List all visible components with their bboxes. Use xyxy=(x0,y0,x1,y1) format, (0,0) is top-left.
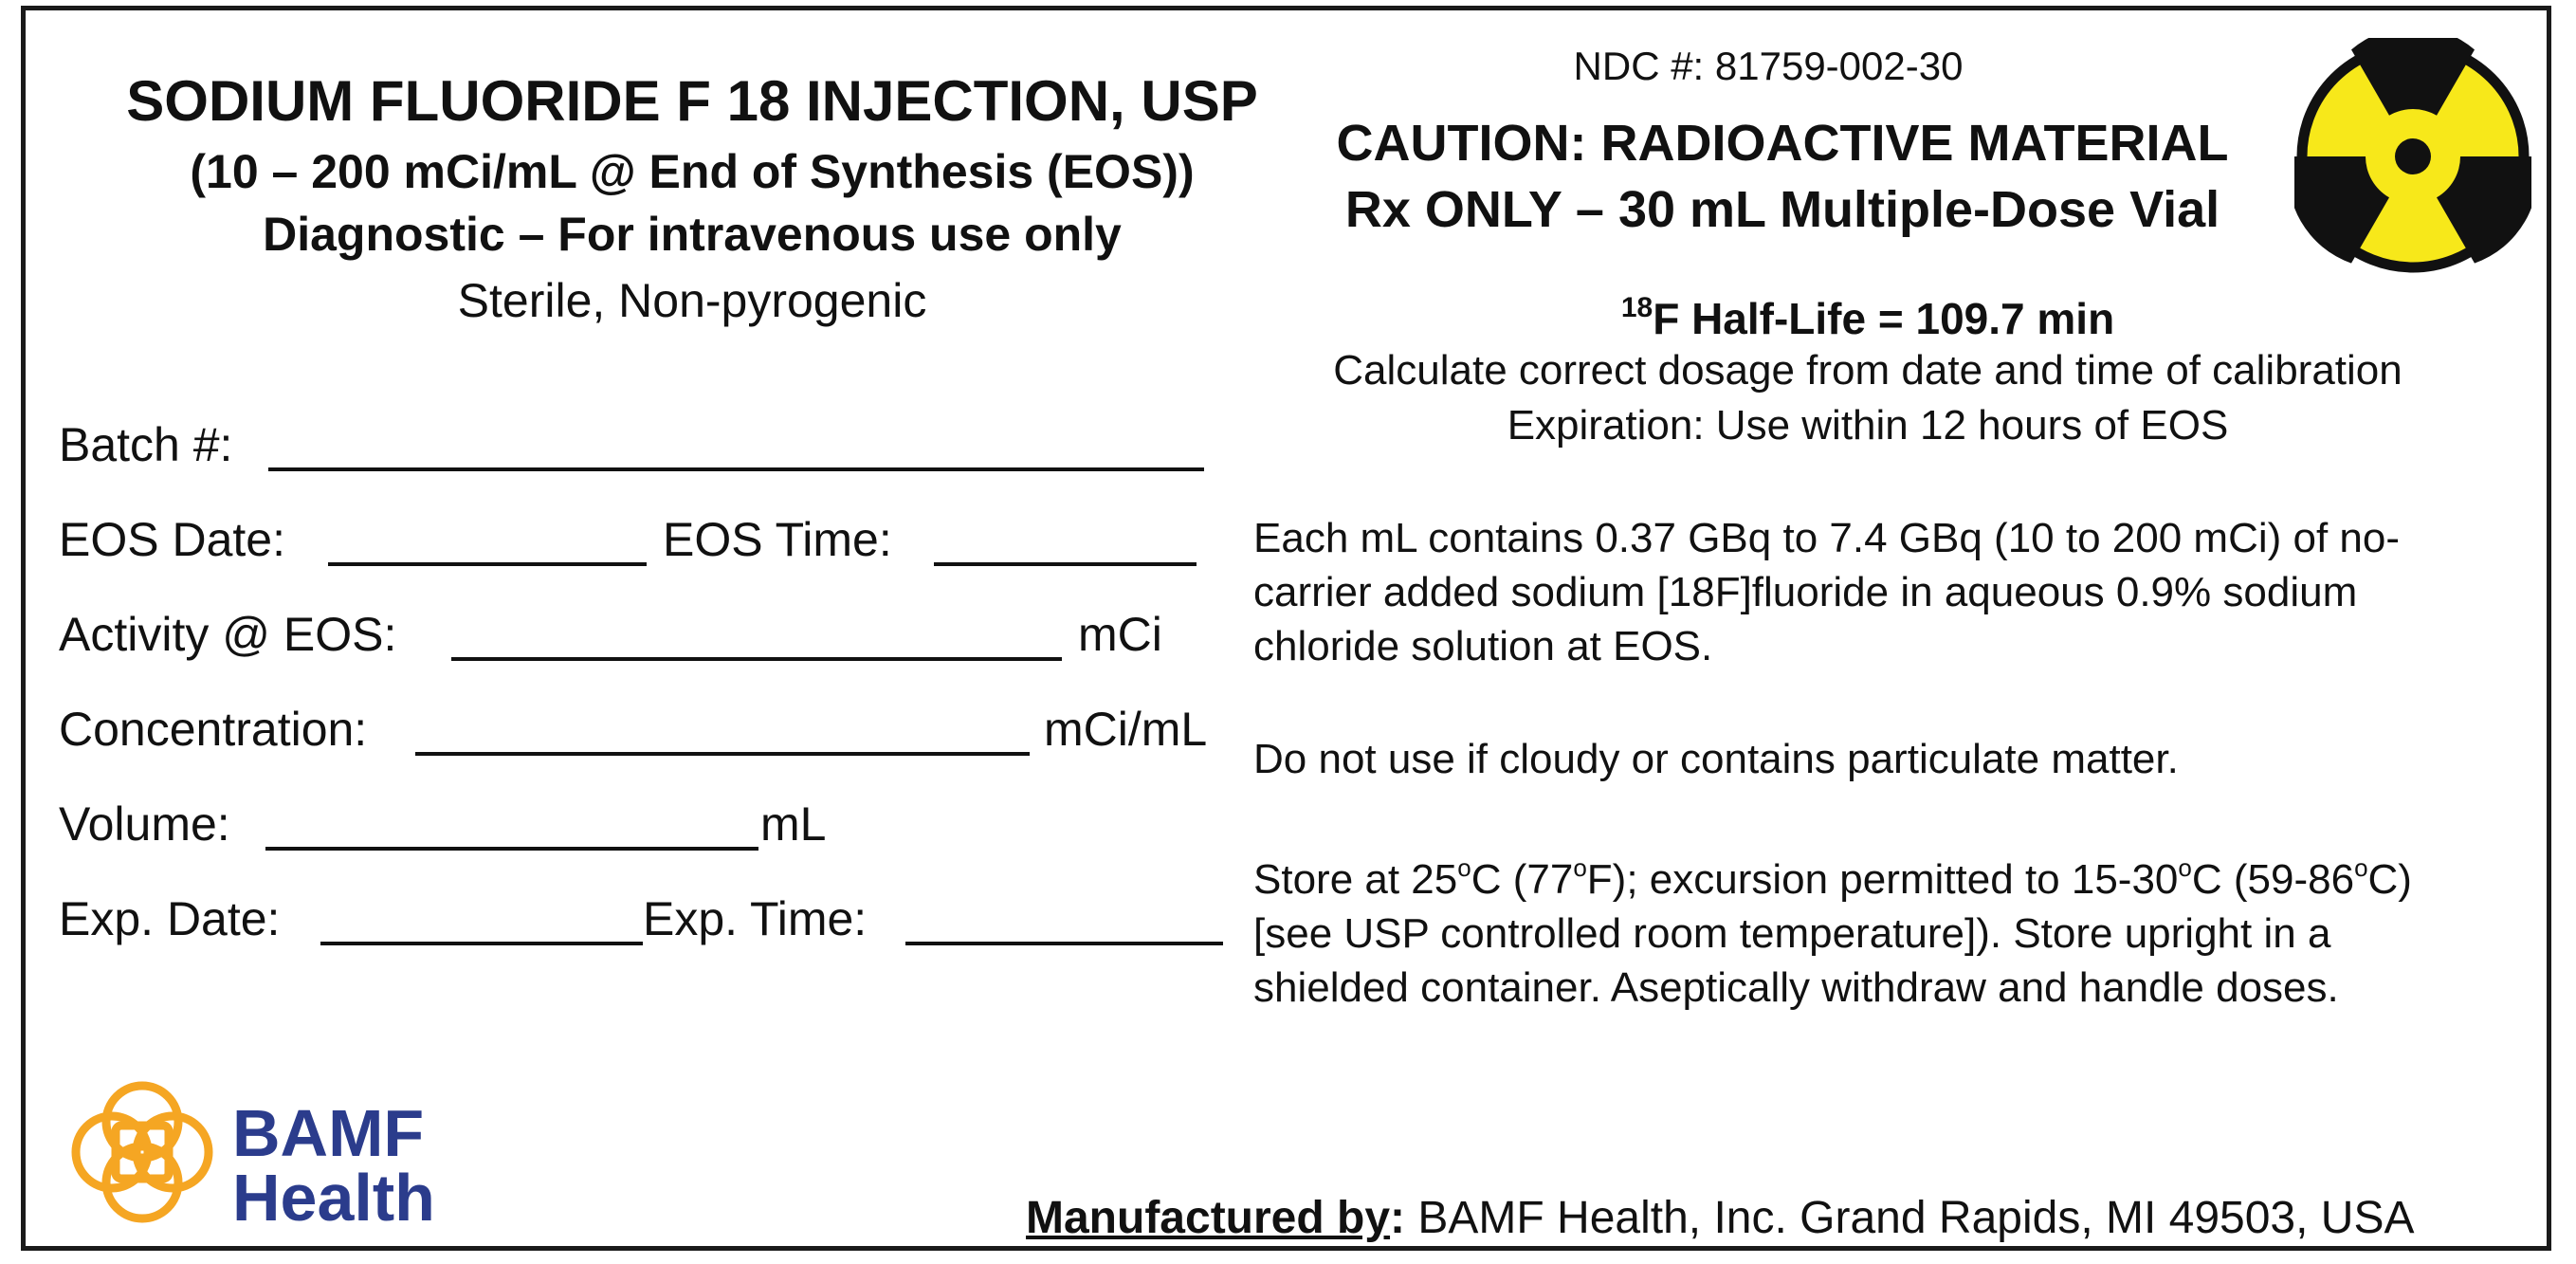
calibration-note: Calculate correct dosage from date and time of calibration xyxy=(1333,347,2402,394)
logo-wordmark-line1: BAMF xyxy=(232,1096,425,1170)
product-title: SODIUM FLUORIDE F 18 INJECTION, USP xyxy=(126,69,1258,133)
exp-date-field[interactable] xyxy=(320,942,643,945)
manufacturer-line: Manufactured by: BAMF Health, Inc. Grand Rapids, MI 49503, USA xyxy=(1026,1193,2415,1243)
exp-time-field[interactable] xyxy=(905,942,1223,945)
volume-label: Volume: xyxy=(59,797,230,851)
eos-time-label: EOS Time: xyxy=(663,513,892,566)
volume-unit: mL xyxy=(760,797,827,851)
half-life xyxy=(1223,292,2512,344)
exp-time-label: Exp. Time: xyxy=(643,892,868,945)
half-life-superscript: 18 xyxy=(1620,292,1653,323)
activity-unit: mCi xyxy=(1078,608,1162,661)
concentration-field[interactable] xyxy=(415,752,1030,756)
volume-field[interactable] xyxy=(265,847,758,851)
ndc-number: NDC #: 81759-002-30 xyxy=(1573,44,1964,88)
concentration-label: Concentration: xyxy=(59,703,368,756)
activity-field[interactable] xyxy=(451,657,1062,661)
product-strength: (10 – 200 mCi/mL @ End of Synthesis (EOS)) xyxy=(190,145,1195,198)
radiation-trefoil-icon xyxy=(2294,38,2531,275)
batch-label: Batch #: xyxy=(59,418,233,471)
eos-date-field[interactable] xyxy=(328,562,647,566)
concentration-unit: mCi/mL xyxy=(1044,703,1208,756)
half-life-text: F Half-Life = 109.7 min xyxy=(1653,294,2115,343)
exp-date-label: Exp. Date: xyxy=(59,892,281,945)
expiration-note: Expiration: Use within 12 hours of EOS xyxy=(1507,402,2229,449)
logo-wordmark-line2: Health xyxy=(232,1161,435,1235)
batch-field[interactable] xyxy=(268,467,1204,471)
sterility-statement: Sterile, Non-pyrogenic xyxy=(457,274,927,327)
manufacturer-text: BAMF Health, Inc. Grand Rapids, MI 49503, USA xyxy=(1405,1193,2415,1243)
storage-text: Store at 25$^o$C (77$^o$F); excursion permitted to 15-30$^o$C (59-86$^o$C) [see USP controlled room temperature]). Store upright in a shielded container. Aseptically withdraw and handle doses. xyxy=(1253,853,2412,1011)
rx-statement: Rx ONLY – 30 mL Multiple-Dose Vial xyxy=(1344,181,2220,238)
usage-statement: Diagnostic – For intravenous use only xyxy=(263,208,1122,261)
composition-text: Each mL contains 0.37 GBq to 7.4 GBq (10 to 200 mCi) of no-carrier added sodium [18F]fluoride in aqueous 0.9% sodium chloride solution at EOS. xyxy=(1253,515,2401,669)
bamf-knot-logo-icon xyxy=(66,1076,218,1228)
activity-label: Activity @ EOS: xyxy=(59,608,397,661)
eos-date-label: EOS Date: xyxy=(59,513,285,566)
particulate-warning: Do not use if cloudy or contains particulate matter. xyxy=(1253,736,2179,782)
caution-statement: CAUTION: RADIOACTIVE MATERIAL xyxy=(1336,115,2229,172)
eos-time-field[interactable] xyxy=(934,562,1197,566)
manufacturer-label: Manufactured by xyxy=(1026,1193,1391,1243)
